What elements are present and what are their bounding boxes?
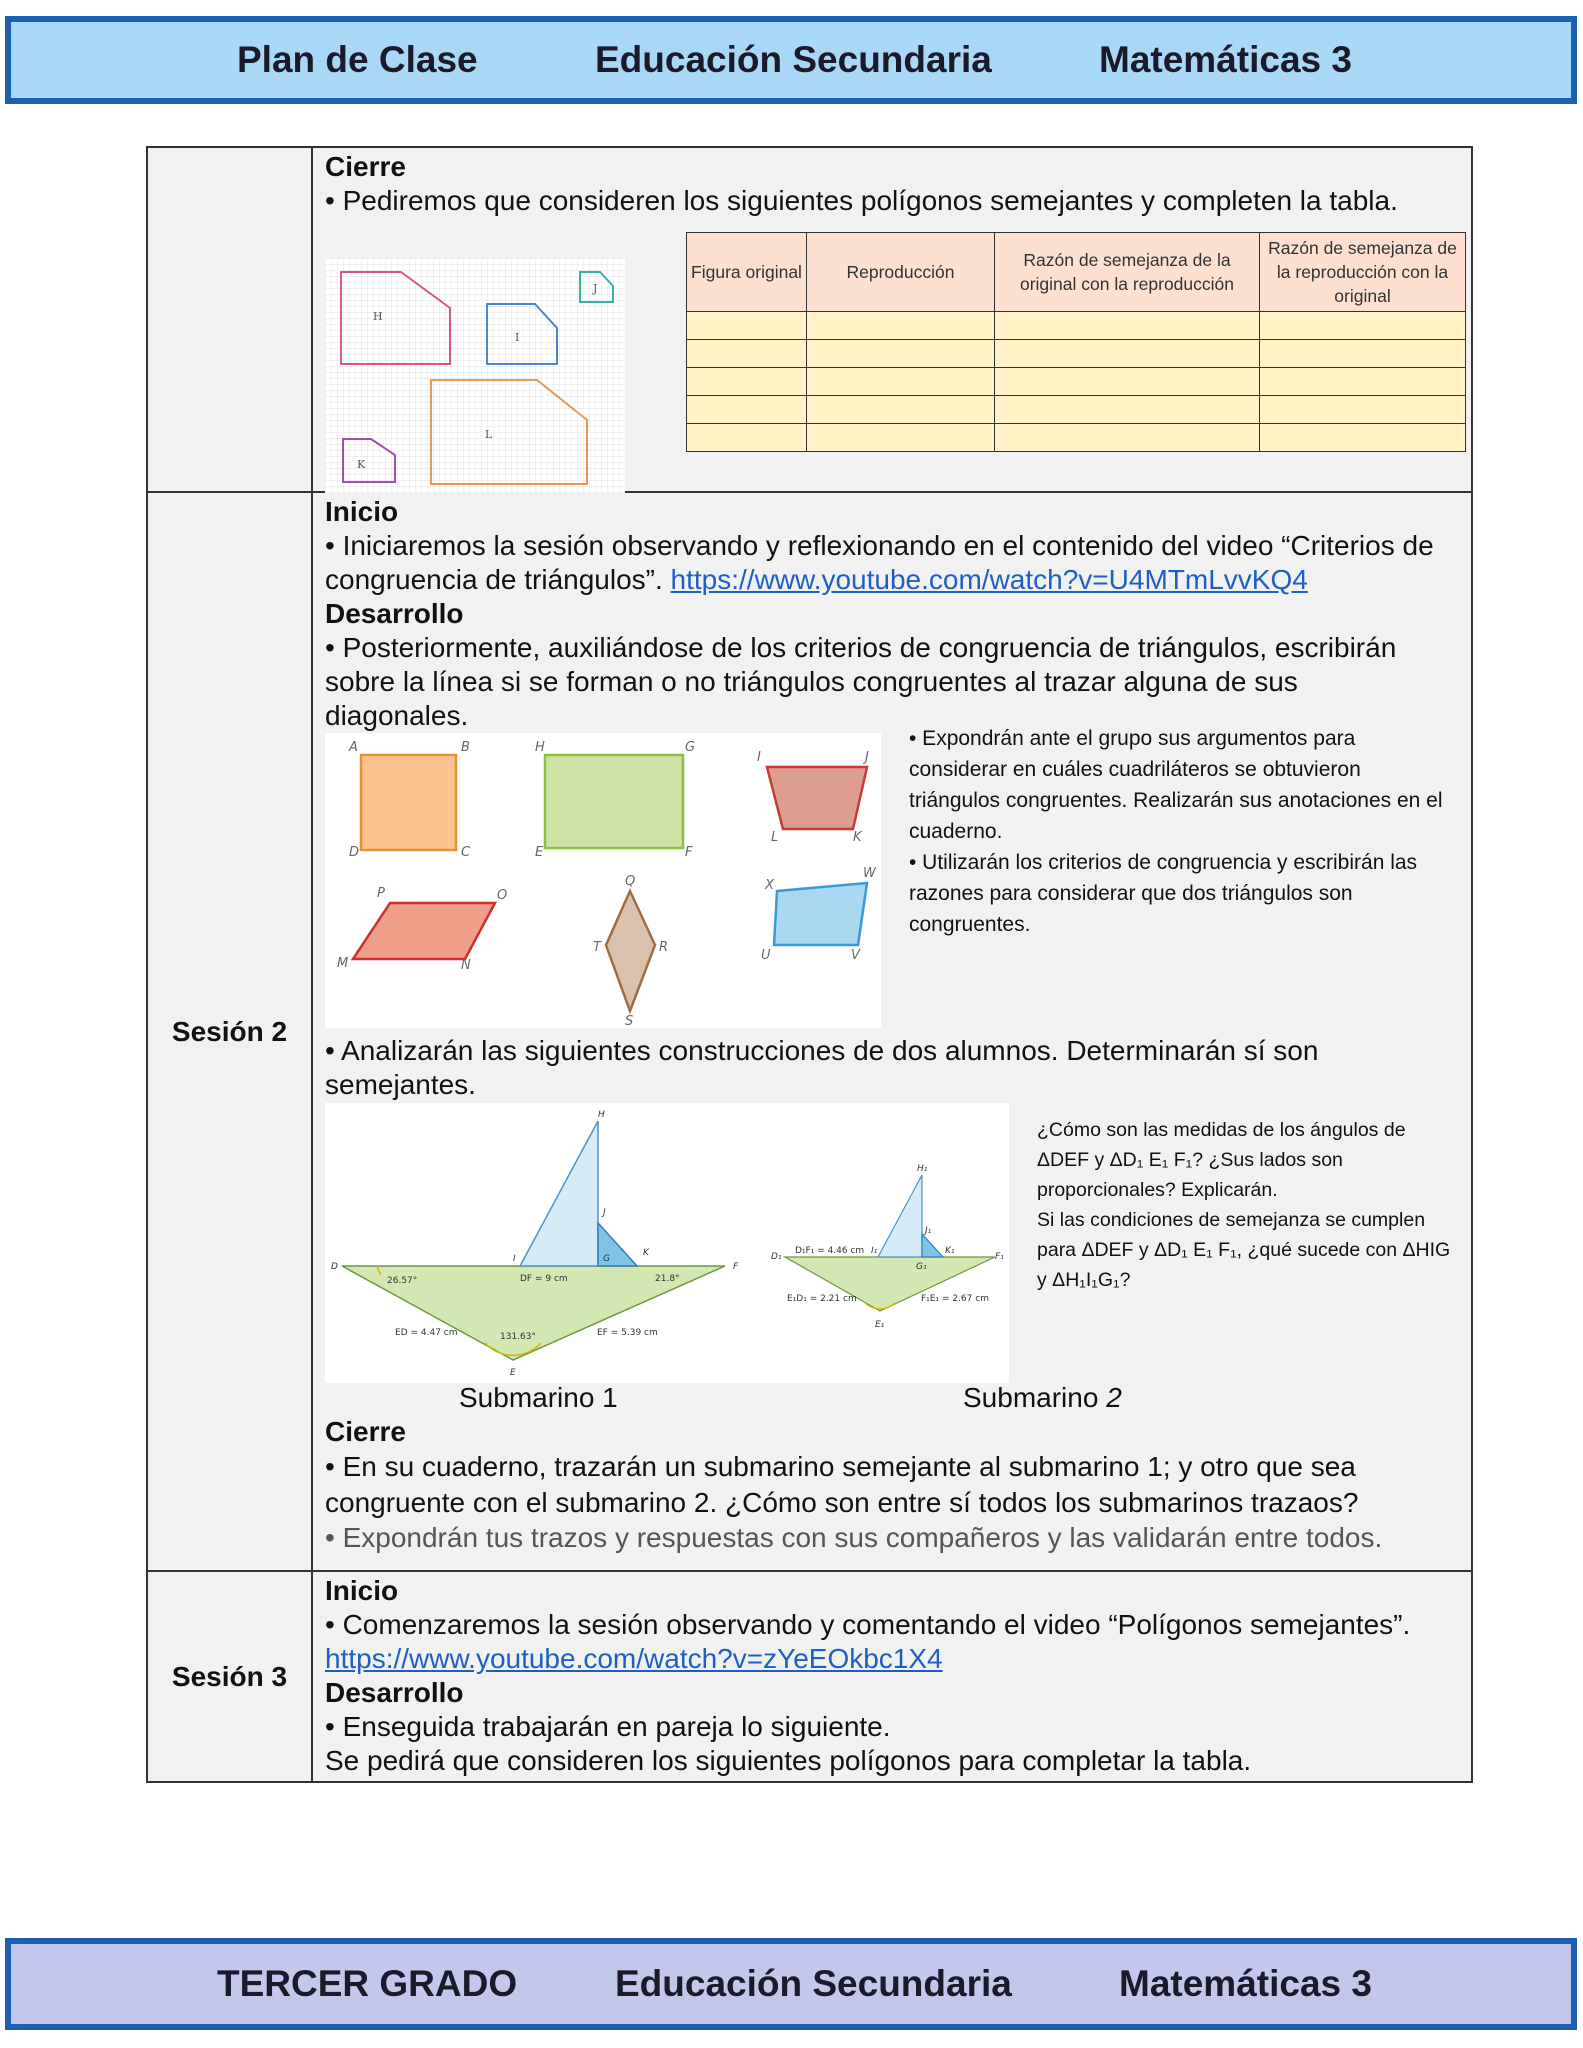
table-cell[interactable] <box>807 424 995 452</box>
lbl-s: S <box>625 1014 634 1028</box>
lbl-w: W <box>863 866 876 881</box>
row1-content <box>312 147 1472 492</box>
sub2-k: K₁ <box>945 1246 955 1256</box>
lbl-m: M <box>337 956 349 971</box>
col-header-original: Figura original <box>687 233 807 312</box>
lbl-v: V <box>851 948 860 963</box>
sub2-f: F₁ <box>995 1252 1004 1262</box>
footer-left: TERCER GRADO <box>217 1963 518 2004</box>
lbl-k: K <box>853 830 862 845</box>
table-cell[interactable] <box>687 312 807 340</box>
col-header-razon-1: Razón de semejanza de la original con la reproducción <box>995 233 1260 312</box>
lbl-d: D <box>349 845 360 860</box>
label-l: L <box>485 428 493 441</box>
table-cell[interactable] <box>687 368 807 396</box>
sub1-g: G <box>603 1254 610 1264</box>
lbl-h: H <box>535 740 545 755</box>
lesson-table <box>146 146 1473 1783</box>
sub1-h: H <box>598 1110 605 1120</box>
sub2-i: I₁ <box>871 1246 878 1256</box>
s2-cierre-heading: Cierre <box>325 1416 406 1447</box>
lbl-l: L <box>771 830 779 845</box>
submarines-figure <box>325 1103 1009 1383</box>
s2-cierre-text: • En su cuaderno, trazarán un submarino semejante al submarino 1; y otro que sea congruente con el submarino 2. ¿Cómo son entre sí todos los submarinos trazaos? <box>325 1451 1359 1518</box>
s2-cierre-block <box>325 1415 1445 1555</box>
table-cell[interactable] <box>995 312 1260 340</box>
s2-inicio-body: • Iniciaremos la sesión observando y reflexionando en el contenido del video “Criterios de congruencia de triángulos”. <box>325 530 1434 595</box>
table-row <box>687 312 1466 340</box>
table-cell[interactable] <box>687 424 807 452</box>
page-footer <box>5 1938 1577 2030</box>
s3-desarrollo-heading: Desarrollo <box>325 1677 464 1708</box>
table-row <box>687 396 1466 424</box>
table-cell[interactable] <box>807 368 995 396</box>
session-2-label: Sesión 2 <box>147 492 312 1571</box>
lbl-e: E <box>535 845 544 860</box>
caption-2-text: Submarino <box>963 1382 1107 1413</box>
caption-submarino-1: Submarino 1 <box>459 1382 618 1413</box>
lbl-t: T <box>593 940 601 955</box>
lbl-n: N <box>461 958 471 973</box>
s2-side-notes <box>909 723 1449 940</box>
sub2-g: G₁ <box>916 1262 927 1272</box>
row-sesion-2 <box>147 492 1472 1571</box>
table-cell[interactable] <box>687 396 807 424</box>
sub1-df: DF = 9 cm <box>520 1274 568 1284</box>
sub1-d: D <box>331 1262 338 1272</box>
footer-center: Educación Secundaria <box>615 1963 1012 2004</box>
sub2-d: D₁ <box>771 1252 782 1262</box>
lbl-b: B <box>461 740 470 755</box>
col-header-reproduccion: Reproducción <box>807 233 995 312</box>
caption-submarino-2 <box>963 1381 1122 1415</box>
table-row <box>687 340 1466 368</box>
sub1-angle-f: 21.8° <box>655 1274 680 1284</box>
s3-desarrollo-text-2: Se pedirá que consideren los siguientes polígonos para completar la tabla. <box>325 1745 1252 1776</box>
lbl-x: X <box>765 878 774 893</box>
s2-desarrollo-text: • Posteriormente, auxiliándose de los criterios de congruencia de triángulos, escribirán sobre la línea si se forman o no triángulos congruentes al trazar alguna de sus diagonales. <box>325 632 1397 731</box>
sub1-f: F <box>733 1262 739 1272</box>
sub2-df: D₁F₁ = 4.46 cm <box>795 1246 865 1256</box>
session-2-content <box>312 492 1472 1571</box>
s3-inicio-heading: Inicio <box>325 1575 399 1606</box>
s3-video-link[interactable]: https://www.youtube.com/watch?v=zYeEOkbc1X4 <box>325 1643 943 1674</box>
s2-cierre-text-2: • Expondrán tus trazos y respuestas con sus compañeros y las validarán entre todos. <box>325 1522 1383 1553</box>
sub2-j: J₁ <box>925 1226 932 1236</box>
sub2-h: H₁ <box>917 1164 928 1174</box>
table-cell[interactable] <box>995 396 1260 424</box>
s2-side-text-2: • Utilizarán los criterios de congruencia y escribirán las razones para considerar que dos triángulos son congruentes. <box>909 851 1418 936</box>
lbl-i: I <box>757 750 761 765</box>
sub2-ed: E₁D₁ = 2.21 cm <box>787 1294 857 1304</box>
quadrilaterals-figure <box>325 733 881 1028</box>
sub1-e: E <box>510 1368 516 1378</box>
row-sesion-3 <box>147 1571 1472 1782</box>
label-k: K <box>357 458 366 471</box>
header-left: Plan de Clase <box>237 39 478 80</box>
sub1-i: I <box>513 1254 516 1264</box>
lbl-j: J <box>865 750 869 765</box>
lbl-a: A <box>349 740 358 755</box>
s2-analysis-text: • Analizarán las siguientes construcciones de dos alumnos. Determinarán sí son semejantes. <box>325 1035 1319 1100</box>
row1-text: • Pediremos que consideren los siguientes polígonos semejantes y completen la tabla. <box>325 185 1398 216</box>
header-center: Educación Secundaria <box>595 39 992 80</box>
table-cell[interactable] <box>995 424 1260 452</box>
sub1-j: J <box>603 1208 606 1218</box>
label-i: I <box>515 331 520 344</box>
s2-side-text-1: • Expondrán ante el grupo sus argumentos para considerar en cuáles cuadriláteros se obtuvieron triángulos congruentes. Realizarán sus anotaciones en el cuaderno. <box>909 727 1443 843</box>
lbl-c: C <box>461 845 471 860</box>
table-row <box>687 424 1466 452</box>
table-cell[interactable] <box>687 340 807 368</box>
table-cell[interactable] <box>1260 396 1466 424</box>
sub1-ed: ED = 4.47 cm <box>395 1328 458 1338</box>
footer-right: Matemáticas 3 <box>1119 1963 1372 2004</box>
table-cell[interactable] <box>807 396 995 424</box>
s2-questions <box>1037 1115 1457 1295</box>
s2-question-2: Si las condiciones de semejanza se cumplen para ΔDEF y ΔD₁ E₁ F₁, ¿qué sucede con ΔHIG y ΔH₁I₁G₁? <box>1037 1209 1451 1291</box>
session-3-content <box>312 1571 1472 1782</box>
lbl-p: P <box>377 886 385 901</box>
lbl-u: U <box>761 948 771 963</box>
s2-question-1: ¿Cómo son las medidas de los ángulos de ΔDEF y ΔD₁ E₁ F₁? ¿Sus lados son proporcionales? Explicarán. <box>1037 1119 1406 1201</box>
sub1-angle-e: 131.63° <box>500 1332 536 1342</box>
table-cell[interactable] <box>1260 312 1466 340</box>
table-cell[interactable] <box>807 312 995 340</box>
row1-heading: Cierre <box>325 151 406 182</box>
header-right: Matemáticas 3 <box>1099 39 1352 80</box>
row1-label-cell <box>147 147 312 492</box>
sub1-k: K <box>643 1248 649 1258</box>
sub1-angle-d: 26.57° <box>387 1276 418 1286</box>
lbl-f: F <box>685 845 693 860</box>
sub1-ef: EF = 5.39 cm <box>597 1328 658 1338</box>
table-cell[interactable] <box>995 340 1260 368</box>
lbl-o: O <box>497 888 508 903</box>
similarity-table <box>686 232 1466 452</box>
page-header <box>5 16 1577 104</box>
lbl-r: R <box>659 940 669 955</box>
label-h: H <box>373 310 383 323</box>
s2-desarrollo-heading: Desarrollo <box>325 598 464 629</box>
table-cell[interactable] <box>995 368 1260 396</box>
s2-inicio-text <box>325 529 1459 597</box>
table-cell[interactable] <box>807 340 995 368</box>
table-cell[interactable] <box>1260 340 1466 368</box>
sub2-e: E₁ <box>875 1320 885 1330</box>
caption-2-number: 2 <box>1106 1382 1122 1413</box>
table-cell[interactable] <box>1260 424 1466 452</box>
row-cierre <box>147 147 1472 492</box>
table-cell[interactable] <box>1260 368 1466 396</box>
lbl-g: G <box>685 740 696 755</box>
session-3-label: Sesión 3 <box>147 1571 312 1782</box>
s2-inicio-heading: Inicio <box>325 496 399 527</box>
label-j: J <box>593 282 598 295</box>
s3-inicio-text: • Comenzaremos la sesión observando y comentando el video “Polígonos semejantes”. <box>325 1609 1411 1640</box>
table-row <box>687 368 1466 396</box>
similar-polygons-figure <box>325 258 625 493</box>
lbl-q: Q <box>625 874 636 889</box>
col-header-razon-2: Razón de semejanza de la reproducción con la original <box>1260 233 1466 312</box>
s2-video-link[interactable]: https://www.youtube.com/watch?v=U4MTmLvvKQ4 <box>670 564 1308 595</box>
sub2-fe: F₁E₁ = 2.67 cm <box>921 1294 989 1304</box>
s3-desarrollo-text-1: • Enseguida trabajarán en pareja lo siguiente. <box>325 1711 891 1742</box>
